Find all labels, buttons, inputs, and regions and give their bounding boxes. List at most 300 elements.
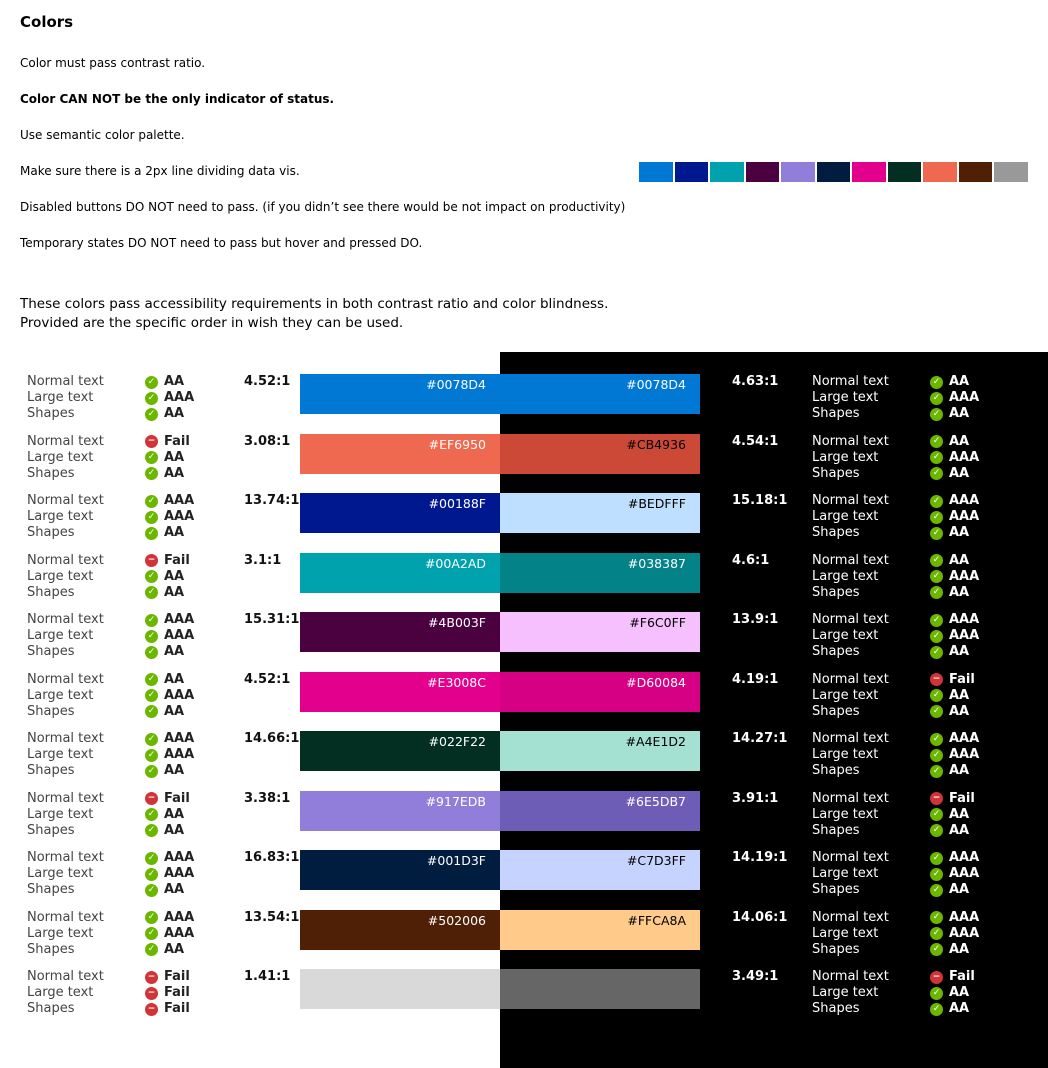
check-result [145,509,194,525]
check-labels [812,731,889,779]
check-label: Normal text [812,790,889,806]
check-labels [812,612,889,660]
color-row [0,672,1048,732]
check-results [930,374,979,422]
result-label: AA [949,374,970,389]
check-result [145,553,190,569]
result-label: AAA [949,925,980,941]
result-label: AA [164,465,185,481]
light-hex-label: #4B003F [427,615,486,630]
check-results [930,910,979,958]
check-label: Normal text [812,552,889,568]
dark-hex-label: #F6C0FF [629,615,686,630]
dark-contrast-ratio: 15.18:1 [732,493,788,508]
check-label: Large text [27,866,94,881]
check-results [145,672,194,720]
dark-contrast-ratio: 14.06:1 [732,909,788,925]
check-results [145,969,190,1017]
check-circle-icon: ✓ [930,1003,943,1016]
light-contrast-ratio: 13.74:1 [244,493,300,508]
check-label: Large text [27,806,94,822]
result-label: AA [164,822,185,838]
check-labels [27,374,104,422]
check-result [145,612,194,628]
check-labels [812,672,889,720]
check-circle-icon: ✓ [930,495,943,508]
check-label: Normal text [27,552,104,568]
check-result [930,747,979,763]
check-label: Shapes [27,1001,75,1016]
light-color-swatch [300,612,500,652]
check-label: Shapes [27,644,75,659]
check-label: Large text [812,509,879,524]
check-result [145,390,194,406]
light-color-swatch [300,731,500,771]
check-circle-icon: ✓ [145,495,158,508]
check-result [145,763,194,779]
dark-contrast-ratio: 4.19:1 [732,671,779,687]
check-labels [812,553,889,601]
check-result [145,493,194,509]
palette-swatch [923,162,957,182]
result-label: AA [949,985,970,1000]
check-result [145,585,190,601]
check-results [930,850,979,898]
check-result [930,612,979,628]
dark-color-swatch [500,850,700,890]
dark-color-swatch [500,969,700,1009]
check-result [930,553,979,569]
dark-color-swatch [500,791,700,831]
check-labels [812,850,889,898]
result-label: Fail [164,1001,190,1016]
error-circle-icon: − [930,792,943,805]
light-color-swatch [300,434,500,474]
result-label: AAA [164,909,195,925]
result-label: AA [949,584,970,600]
dark-hex-label: #6E5DB7 [625,793,686,809]
check-label: Normal text [27,433,104,449]
light-contrast-ratio: 4.52:1 [244,374,291,389]
light-contrast-ratio: 3.08:1 [244,433,291,449]
light-color-swatch [300,374,500,414]
check-circle-icon: ✓ [145,884,158,897]
check-circle-icon: ✓ [145,630,158,643]
check-result [145,628,194,644]
check-label: Shapes [27,703,75,719]
result-label: AA [949,433,970,449]
check-label: Normal text [812,374,889,389]
result-label: AAA [164,509,195,524]
check-label: Shapes [27,882,75,897]
palette-swatch [746,162,780,182]
check-circle-icon: ✓ [930,408,943,421]
check-circle-icon: ✓ [930,852,943,865]
check-label: Normal text [812,671,889,687]
check-circle-icon: ✓ [930,943,943,956]
check-results [145,553,190,601]
check-label: Large text [27,390,94,405]
check-labels [27,731,104,779]
check-result [930,493,979,509]
light-hex-label: #EF6950 [428,436,486,452]
result-label: AAA [164,747,195,762]
light-color-swatch [300,553,500,593]
check-circle-icon: ✓ [930,511,943,524]
palette-swatch [781,162,815,182]
light-hex-label: #0078D4 [426,377,486,392]
check-circle-icon: ✓ [930,927,943,940]
color-row [0,731,1048,791]
check-circle-icon: ✓ [930,689,943,702]
rule-temporary-states: Temporary states DO NOT need to pass but hover and pressed DO. [20,236,423,250]
dark-contrast-ratio: 4.63:1 [732,374,779,389]
check-circle-icon: ✓ [145,586,158,599]
check-circle-icon: ✓ [145,943,158,956]
intro-text [20,295,608,333]
check-label: Shapes [27,822,75,838]
check-label: Normal text [27,493,104,508]
result-label: AA [949,465,970,481]
palette-swatch [852,162,886,182]
result-label: AAA [164,866,195,881]
check-circle-icon: ✓ [930,824,943,837]
result-label: AAA [949,731,980,746]
check-result [930,628,979,644]
check-label: Shapes [812,584,860,600]
check-results [145,910,194,958]
check-results [145,493,194,541]
check-circle-icon: ✓ [930,451,943,464]
result-label: AA [164,584,185,600]
check-labels [812,374,889,422]
check-circle-icon: ✓ [930,554,943,567]
check-results [145,434,190,482]
result-label: AA [164,525,185,540]
check-label: Large text [812,687,879,703]
check-circle-icon: ✓ [930,765,943,778]
check-label: Shapes [27,584,75,600]
light-hex-label: #917EDB [425,793,486,809]
dark-color-swatch [500,553,700,593]
dark-hex-label: #0078D4 [626,377,686,392]
light-contrast-ratio: 15.31:1 [244,612,300,627]
check-label: Shapes [812,763,860,778]
check-label: Shapes [812,882,860,897]
light-contrast-ratio: 13.54:1 [244,909,300,925]
check-label: Shapes [812,525,860,540]
result-label: AA [949,644,970,659]
check-result [145,688,194,704]
light-contrast-ratio: 3.1:1 [244,552,282,568]
check-label: Normal text [27,671,104,687]
check-circle-icon: ✓ [930,749,943,762]
palette-swatch [675,162,709,182]
intro-line-1: These colors pass accessibility requirements in both contrast ratio and color blindness. [20,296,609,312]
result-label: Fail [164,790,190,806]
error-circle-icon: − [145,792,158,805]
check-result [930,466,979,482]
check-labels [812,791,889,839]
check-label: Large text [812,985,879,1000]
check-results [930,612,979,660]
error-circle-icon: − [930,971,943,984]
dark-contrast-ratio: 3.49:1 [732,969,779,984]
dark-color-swatch [500,910,700,950]
check-result [145,466,190,482]
dark-contrast-ratio: 3.91:1 [732,790,779,806]
check-result [930,672,975,688]
result-label: AAA [949,449,980,465]
check-circle-icon: ✓ [930,646,943,659]
check-circle-icon: ✓ [145,527,158,540]
result-label: Fail [164,552,190,568]
check-circle-icon: ✓ [145,451,158,464]
result-label: AAA [164,687,195,703]
check-circle-icon: ✓ [145,392,158,405]
check-label: Normal text [812,433,889,449]
check-label: Large text [812,628,879,643]
error-circle-icon: − [145,987,158,1000]
check-circle-icon: ✓ [145,852,158,865]
check-circle-icon: ✓ [930,467,943,480]
check-label: Normal text [812,493,889,508]
result-label: AAA [164,925,195,941]
result-label: AA [164,374,185,389]
result-label: AA [949,822,970,838]
check-result [145,672,194,688]
light-hex-label: #022F22 [428,734,486,749]
result-label: AAA [949,747,980,762]
palette-swatch [959,162,993,182]
check-circle-icon: ✓ [930,392,943,405]
result-label: AA [164,941,185,957]
light-contrast-ratio: 16.83:1 [244,850,300,865]
check-label: Large text [27,449,94,465]
check-label: Large text [812,925,879,941]
check-circle-icon: ✓ [145,911,158,924]
check-label: Large text [812,806,879,822]
check-label: Normal text [27,790,104,806]
check-label: Shapes [812,465,860,481]
check-results [145,850,194,898]
light-color-swatch [300,969,500,1009]
check-label: Shapes [27,941,75,957]
check-result [930,509,979,525]
check-label: Large text [27,568,94,584]
check-circle-icon: ✓ [145,408,158,421]
check-result [930,882,979,898]
check-labels [27,493,104,541]
result-label: AA [164,671,185,687]
check-result [930,850,979,866]
palette-swatch [817,162,851,182]
check-result [145,926,194,942]
dark-hex-label: #CB4936 [626,436,686,452]
result-label: AA [164,763,185,778]
check-circle-icon: ✓ [145,868,158,881]
result-label: Fail [949,790,975,806]
check-label: Shapes [27,406,75,421]
check-label: Normal text [812,850,889,865]
check-label: Shapes [27,763,75,778]
check-result [145,807,190,823]
check-label: Normal text [27,374,104,389]
check-label: Shapes [812,822,860,838]
check-labels [27,553,104,601]
check-result [930,807,975,823]
check-results [930,969,975,1017]
check-result [145,406,194,422]
result-label: AAA [164,628,195,643]
check-result [930,926,979,942]
result-label: Fail [949,969,975,984]
result-label: AA [164,882,185,897]
check-result [145,644,194,660]
check-circle-icon: ✓ [145,927,158,940]
color-row [0,374,1048,434]
light-color-swatch [300,672,500,712]
light-color-swatch [300,791,500,831]
check-result [145,791,190,807]
error-circle-icon: − [930,673,943,686]
error-circle-icon: − [145,1003,158,1016]
result-label: AAA [949,850,980,865]
check-result [145,910,194,926]
check-label: Normal text [812,969,889,984]
result-label: AAA [949,390,980,405]
dark-contrast-ratio: 4.6:1 [732,552,770,568]
result-label: AAA [164,612,195,627]
check-circle-icon: ✓ [930,705,943,718]
check-result [145,450,190,466]
check-result [145,985,190,1001]
result-label: AA [164,568,185,584]
check-result [930,450,979,466]
color-row [0,434,1048,494]
check-label: Normal text [27,850,104,865]
result-label: AA [949,406,970,421]
check-result [930,731,979,747]
dark-hex-label: #D60084 [626,674,686,690]
result-label: Fail [164,433,190,449]
check-label: Shapes [27,465,75,481]
check-circle-icon: ✓ [145,673,158,686]
check-labels [812,910,889,958]
light-contrast-ratio: 3.38:1 [244,790,291,806]
light-hex-label: #001D3F [426,853,486,868]
check-results [145,731,194,779]
check-circle-icon: ✓ [145,467,158,480]
check-labels [27,434,104,482]
check-circle-icon: ✓ [930,630,943,643]
dark-hex-label: #C7D3FF [626,853,686,868]
light-contrast-ratio: 14.66:1 [244,731,300,746]
rule-disabled-buttons: Disabled buttons DO NOT need to pass. (if you didn’t see there would be not impact on productivity) [20,200,626,214]
dark-color-swatch [500,672,700,712]
dark-color-swatch [500,434,700,474]
check-result [930,985,975,1001]
check-result [930,585,979,601]
result-label: Fail [164,985,190,1000]
result-label: AA [164,703,185,719]
check-circle-icon: ✓ [145,749,158,762]
check-result [145,850,194,866]
check-circle-icon: ✓ [930,884,943,897]
result-label: AAA [949,568,980,584]
check-result [930,1001,975,1017]
check-label: Shapes [812,941,860,957]
check-circle-icon: ✓ [145,646,158,659]
check-circle-icon: ✓ [930,435,943,448]
palette-swatch [639,162,673,182]
result-label: AAA [949,612,980,627]
color-row [0,553,1048,613]
light-color-swatch [300,910,500,950]
check-circle-icon: ✓ [930,987,943,1000]
check-label: Shapes [812,1001,860,1016]
error-circle-icon: − [145,971,158,984]
result-label: Fail [949,671,975,687]
light-color-swatch [300,493,500,533]
rule-not-only-indicator: Color CAN NOT be the only indicator of status. [20,92,335,106]
result-label: AA [164,806,185,822]
check-result [930,969,975,985]
check-result [145,969,190,985]
check-result [930,434,979,450]
check-result [145,434,190,450]
light-color-swatch [300,850,500,890]
check-circle-icon: ✓ [930,527,943,540]
check-result [145,569,190,585]
check-result [930,823,975,839]
check-results [930,553,979,601]
check-circle-icon: ✓ [930,570,943,583]
result-label: Fail [164,969,190,984]
result-label: AAA [949,866,980,881]
check-label: Normal text [812,731,889,746]
check-label: Normal text [27,969,104,984]
check-circle-icon: ✓ [145,705,158,718]
error-circle-icon: − [145,554,158,567]
check-circle-icon: ✓ [145,570,158,583]
check-circle-icon: ✓ [145,511,158,524]
check-label: Large text [812,568,879,584]
check-result [145,882,194,898]
check-result [930,866,979,882]
check-label: Large text [27,628,94,643]
light-hex-label: #00A2AD [424,555,486,571]
color-row [0,850,1048,910]
check-result [930,525,979,541]
dark-color-swatch [500,374,700,414]
check-label: Large text [27,747,94,762]
check-labels [812,493,889,541]
result-label: AAA [164,493,195,508]
palette-swatch [710,162,744,182]
check-result [930,688,975,704]
check-results [930,493,979,541]
light-contrast-ratio: 4.52:1 [244,671,291,687]
dark-color-swatch [500,493,700,533]
check-results [930,434,979,482]
dark-contrast-ratio: 4.54:1 [732,433,779,449]
check-result [145,525,194,541]
light-hex-label: #00188F [428,496,486,511]
result-label: AA [949,806,970,822]
check-label: Large text [27,687,94,703]
check-label: Large text [812,390,879,405]
